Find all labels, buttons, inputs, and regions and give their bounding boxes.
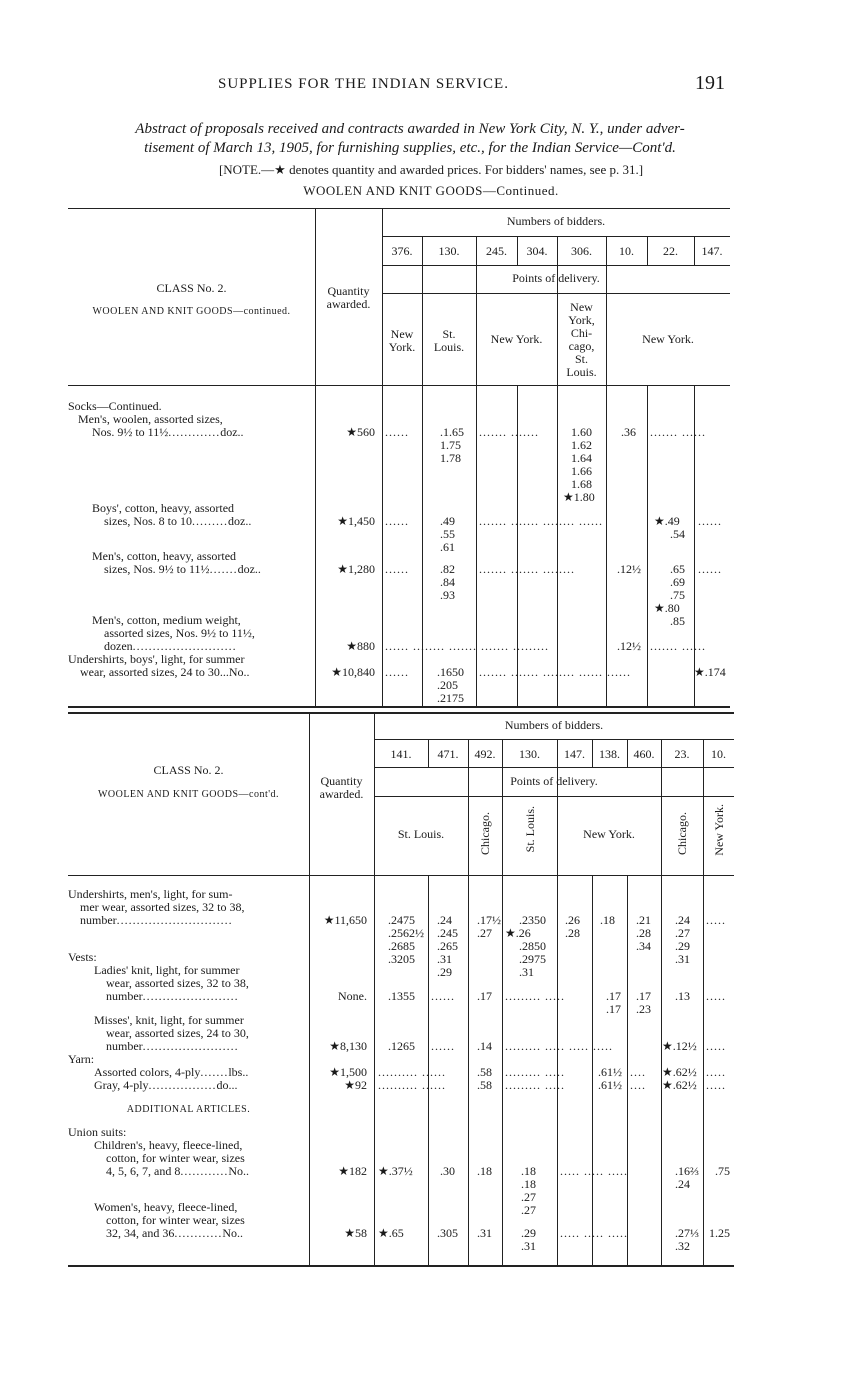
row-label-text: Gray, 4-ply [94,1078,149,1092]
table2-rule-c [374,796,734,797]
table1-vline [476,237,477,706]
price: .69 [670,575,685,589]
bidder-138: 138. [599,747,620,761]
price: ★.26 [505,926,531,940]
price: .31 [521,1239,536,1253]
price: .61½ [598,1065,622,1079]
price: .58 [477,1078,492,1092]
section-subtitle: WOOLEN AND KNIT GOODS—Continued. [303,183,559,198]
price: .27 [477,926,492,940]
price: 1.75 [440,438,461,452]
leader-dots: ......... ..... [505,989,565,1003]
qty-value: ★1,450 [337,514,375,528]
qty-value: ★92 [344,1078,367,1092]
table1-top-rule [68,208,730,209]
bidder-22: 22. [663,244,678,258]
row-label-text: number [106,989,143,1003]
leader-dots: ....... ....... ........ ...... [479,514,603,528]
bidder-141: 141. [390,747,412,761]
row-label: mer wear, assorted sizes, 32 to 38, [80,900,245,914]
price-list [565,914,580,940]
price: .31 [675,952,690,966]
leader-dots: .......... ...... [378,1065,446,1079]
row-label: Children's, heavy, fleece-lined, [94,1138,243,1152]
price: 1.64 [571,451,592,465]
leader-dots: ....... ...... [650,425,706,439]
row-label: wear, assorted sizes, 32 to 38, [106,976,249,990]
price: .2850 [519,939,546,953]
bidder-306: 306. [571,244,592,258]
price: .24 [437,913,452,927]
leader-dots: ...... [385,425,409,439]
union-suits-heading: Union suits: [68,1125,127,1139]
price: .75 [715,1164,730,1178]
qty-value: ★11,650 [323,913,367,927]
row-label: sizes, Nos. 8 to 10.........doz.. [104,514,252,528]
row-label: sizes, Nos. 9½ to 11½.......doz.. [104,562,261,576]
row-unit: No.. [228,1164,249,1178]
price: .16⅔ [675,1164,699,1178]
price: 1.68 [571,477,592,491]
table2-class-sub: WOOLEN AND KNIT GOODS—cont'd. [97,789,280,800]
delivery-line: York, [568,313,595,327]
price: .2175 [437,691,464,705]
row-label: Undershirts, men's, light, for sum- [68,887,233,901]
delivery-line: York. [388,340,416,354]
delivery-chicago-2: Chicago. [675,812,689,855]
price: .85 [670,614,685,628]
row-label: Boys', cotton, heavy, assorted [92,501,235,515]
price: .2562½ [388,926,424,940]
delivery-st-louis [422,328,476,354]
table1-vline [315,208,316,706]
table2-vline [468,740,469,1265]
leader-dots: ...... [698,514,722,528]
price: ★.80 [654,601,680,615]
price: .14 [477,1039,492,1053]
row-label-text: 32, 34, and 36 [106,1226,175,1240]
price: .1265 [388,1039,415,1053]
table2-vline [592,875,593,1265]
table2-vline [661,740,662,1265]
delivery-line: St. [442,327,456,341]
table2-class-label: CLASS No. 2. [153,763,224,777]
price: .61 [440,540,455,554]
price: .18 [600,913,615,927]
table1-vline [422,237,423,706]
row-label: number........................ [106,1039,239,1053]
bidder-10: 10. [619,244,634,258]
price: ★.37½ [378,1164,413,1178]
note-line: [NOTE.—★ denotes quantity and awarded prices. For bidders' names, see p. 31.] [218,162,644,177]
price-list [437,914,458,979]
leader-dots: ..... [706,1039,726,1053]
delivery-new-york-2: New York. [490,332,543,346]
price-list [654,515,685,541]
price-list [675,914,690,966]
delivery-line: New [570,300,593,314]
delivery-line: Chi- [570,326,593,340]
price-list [521,1165,536,1217]
leader-dots: ...... [431,1039,455,1053]
delivery-line: Louis. [566,365,597,379]
price: .30 [440,1164,455,1178]
price: .24 [675,1177,690,1191]
row-unit: doz.. [228,514,252,528]
table1-qty-label-1: Quantity [327,284,370,298]
price: .2685 [388,939,415,953]
leader-dots: ..... ..... ..... [560,1226,628,1240]
price: .82 [440,562,455,576]
price-list [440,515,455,554]
price: ★.62½ [662,1078,697,1092]
price: ★.65 [378,1226,404,1240]
table2-points-label: Points of delivery. [510,774,598,788]
price-list [388,914,424,966]
price: .18 [477,1164,492,1178]
price: .28 [636,926,651,940]
row-label: Assorted colors, 4-ply.......lbs.. [94,1065,249,1079]
socks-heading: Socks—Continued. [68,399,162,413]
price: .1355 [388,989,415,1003]
qty-value: ★880 [346,639,375,653]
delivery-line: St. [574,352,588,366]
price-list [437,666,464,705]
row-unit: doz.. [220,425,244,439]
qty-value: ★182 [338,1164,367,1178]
row-label-text: dozen [104,639,133,653]
table1-vline [606,237,607,706]
price: .17½ [477,913,501,927]
price: .27⅓ [675,1226,699,1240]
row-label: number............................. [80,913,233,927]
bidder-471: 471. [437,747,459,761]
table2-top-rule [68,712,734,714]
price: ★.62½ [662,1065,697,1079]
leader-dots: ...... [698,562,722,576]
price: 1.66 [571,464,592,478]
leader-dots: ....... ....... ........ ...... ...... [479,665,631,679]
leader-dots: ...... [431,989,455,1003]
price: .17 [636,989,651,1003]
bidder-130: 130. [519,747,540,761]
leader-dots: ..... [706,1065,726,1079]
table2-header-rule [68,875,734,876]
price: .305 [437,1226,458,1240]
delivery-st-louis: St. Louis. [397,827,445,841]
row-label: Undershirts, boys', light, for summer [68,652,245,666]
price-list [606,990,621,1016]
row-label-text: sizes, Nos. 8 to 10 [104,514,192,528]
price: .65 [670,562,685,576]
bidder-304: 304. [526,244,548,258]
table2-qty-label-2: awarded. [319,787,364,801]
price: .31 [519,965,534,979]
row-label: Nos. 9½ to 11½.............doz.. [92,425,244,439]
qty-value: ★58 [344,1226,367,1240]
delivery-new-york-2: New York. [712,804,726,856]
bidder-376: 376. [391,244,413,258]
price-list [636,990,651,1016]
leader-dots: ......... ..... [505,1065,565,1079]
row-unit: doz.. [237,562,261,576]
price: .29 [437,965,452,979]
row-label: Misses', knit, light, for summer [94,1013,244,1027]
price: .265 [437,939,458,953]
yarn-heading: Yarn: [68,1052,95,1066]
leader-dots: ...... [385,514,409,528]
price: .29 [675,939,690,953]
price: .27 [521,1203,536,1217]
price: 1.78 [440,451,461,465]
price: .27 [675,926,690,940]
row-label-text: sizes, Nos. 9½ to 11½ [104,562,210,576]
row-label-text: Assorted colors, 4-ply [94,1065,201,1079]
row-label: wear, assorted sizes, 24 to 30, [106,1026,249,1040]
bidder-10: 10. [711,747,726,761]
row-label: 32, 34, and 36............No.. [106,1226,243,1240]
delivery-multi [557,301,606,379]
table1-class-sub: WOOLEN AND KNIT GOODS—continued. [92,306,291,317]
price: .26 [565,913,580,927]
price-list [440,426,464,465]
bidder-147: 147. [564,747,585,761]
table2-vline [374,713,375,1265]
delivery-line: Louis. [433,340,465,354]
qty-value: ★560 [346,425,375,439]
table1-bottom-rule [68,706,730,708]
price: ★1.80 [563,490,595,504]
delivery-new-york-3: New York. [642,332,694,346]
leader-dots: ....... ...... [650,639,706,653]
price-list [654,563,685,628]
price-list [675,1165,699,1191]
table1-points-label: Points of delivery. [512,271,600,285]
table1-bidders-label: Numbers of bidders. [506,214,606,228]
leader-dots: ...... ........ ....... ....... ......... [385,639,549,653]
delivery-line: cago, [568,339,595,353]
price: .24 [675,913,690,927]
row-label: cotton, for winter wear, sizes [106,1151,245,1165]
price: .31 [477,1226,492,1240]
price: .31 [437,952,452,966]
leader-dots: ....... ....... [479,425,539,439]
price: ★.12½ [662,1039,697,1053]
qty-value: ★8,130 [329,1039,367,1053]
leader-dots: ..... ..... ..... [560,1164,628,1178]
row-label-text: number [80,913,117,927]
price-list [440,563,455,602]
price: ★.174 [694,665,726,679]
delivery-line: New [390,327,414,341]
leader-dots: ..... [706,1078,726,1092]
row-label: Men's, woolen, assorted sizes, [78,412,223,426]
price: .55 [440,527,455,541]
row-label: assorted sizes, Nos. 9½ to 11½, [104,626,255,640]
abstract-heading [60,120,760,158]
row-label: wear, assorted sizes, 24 to 30...No.. [80,665,250,679]
bidder-23: 23. [674,747,690,761]
row-label: dozen.......................... [104,639,237,653]
table1-rule-b [382,265,730,266]
table2-vline [627,875,628,1265]
table2-bottom-rule [68,1265,734,1267]
leader-dots: .... [630,1065,646,1079]
price: .28 [565,926,580,940]
bidder-245: 245. [486,244,507,258]
leader-dots: ....... ....... ........ [479,562,575,576]
price-list [505,914,546,979]
leader-dots: ..... [706,913,726,927]
table1-qty-label-2: awarded. [326,297,371,311]
price: .29 [521,1226,536,1240]
leader-dots: .... [630,1078,646,1092]
price: .17 [606,989,621,1003]
bidder-492: 492. [474,747,496,761]
price: .245 [437,926,458,940]
price: .17 [606,1002,621,1016]
qty-value: ★1,280 [337,562,375,576]
price: .205 [437,678,458,692]
price: 1.62 [571,438,592,452]
price: .12½ [617,562,641,576]
abstract-line-1: Abstract of proposals received and contracts awarded in New York City, N. Y., under adver- [135,121,685,137]
bidder-130: 130. [438,244,460,258]
price: .58 [477,1065,492,1079]
price: .18 [521,1177,536,1191]
table1-vline [647,385,648,706]
leader-dots: ...... [385,562,409,576]
delivery-new-york: New York. [583,827,635,841]
table2-qty-label-1: Quantity [320,774,363,788]
row-label: Men's, cotton, medium weight, [92,613,241,627]
price: .75 [670,588,685,602]
price: .18 [521,1164,536,1178]
price-list [521,1227,536,1253]
delivery-chicago: Chicago. [478,812,492,855]
bidder-147: 147. [701,244,723,258]
qty-value: ★1,500 [329,1065,367,1079]
vests-heading: Vests: [68,950,97,964]
price-list [675,1227,699,1253]
price: .49 [440,514,455,528]
bidder-460: 460. [633,747,655,761]
price: 1.25 [709,1226,730,1240]
price: .21 [636,913,651,927]
row-label: 4, 5, 6, 7, and 8............No.. [106,1164,249,1178]
leader-dots: .......... ...... [378,1078,446,1092]
price: .2975 [519,952,546,966]
row-label: Gray, 4-ply.................do... [94,1078,238,1092]
price: .2475 [388,913,415,927]
leader-dots: ..... [706,989,726,1003]
price: .61½ [598,1078,622,1092]
price: .27 [521,1190,536,1204]
additional-articles-heading: ADDITIONAL ARTICLES. [126,1104,251,1115]
table2-vline [703,740,704,1265]
price: .1650 [437,665,464,679]
row-unit: No.. [222,1226,243,1240]
price: .17 [477,989,492,1003]
table2-vline [502,740,503,1265]
price: .12½ [617,639,641,653]
price: .23 [636,1002,651,1016]
price: .2350 [519,913,546,927]
price-list [563,426,595,504]
qty-value: ★10,840 [331,665,375,679]
row-label-text: number [106,1039,143,1053]
price: .1.65 [440,425,464,439]
table1-rule-a [382,236,730,237]
row-label: Women's, heavy, fleece-lined, [94,1200,238,1214]
price: .13 [675,989,690,1003]
row-unit: do... [216,1078,238,1092]
price-list [477,914,501,940]
leader-dots: ......... ..... [505,1078,565,1092]
price: 1.60 [571,425,592,439]
table1-class-label: CLASS No. 2. [156,281,227,295]
abstract-line-2: tisement of March 13, 1905, for furnishing supplies, etc., for the Indian Service—Cont'd. [144,140,676,156]
row-unit: lbs.. [228,1065,249,1079]
price: .32 [675,1239,690,1253]
leader-dots: ...... [385,665,409,679]
price-list [636,914,651,953]
delivery-new-york [382,328,422,354]
price: .93 [440,588,455,602]
row-label: Men's, cotton, heavy, assorted [92,549,237,563]
price: .84 [440,575,455,589]
table2-bidders-label: Numbers of bidders. [504,718,604,732]
page-number: 191 [695,72,725,94]
running-head: SUPPLIES FOR THE INDIAN SERVICE. [218,76,509,92]
row-label: cotton, for winter wear, sizes [106,1213,245,1227]
price: .54 [670,527,685,541]
price: .36 [621,425,636,439]
row-label-text: 4, 5, 6, 7, and 8 [106,1164,181,1178]
leader-dots: ......... ..... ..... ..... [505,1039,613,1053]
delivery-st-louis-2: St. Louis. [523,806,537,853]
row-label: Ladies' knit, light, for summer [94,963,240,977]
row-label-text: Nos. 9½ to 11½ [92,425,169,439]
price: ★.49 [654,514,680,528]
table1-header-rule [68,385,730,386]
qty-value: None. [338,989,367,1003]
table1-rule-c [382,293,730,294]
price: .3205 [388,952,415,966]
price: .34 [636,939,651,953]
row-label: number........................ [106,989,239,1003]
